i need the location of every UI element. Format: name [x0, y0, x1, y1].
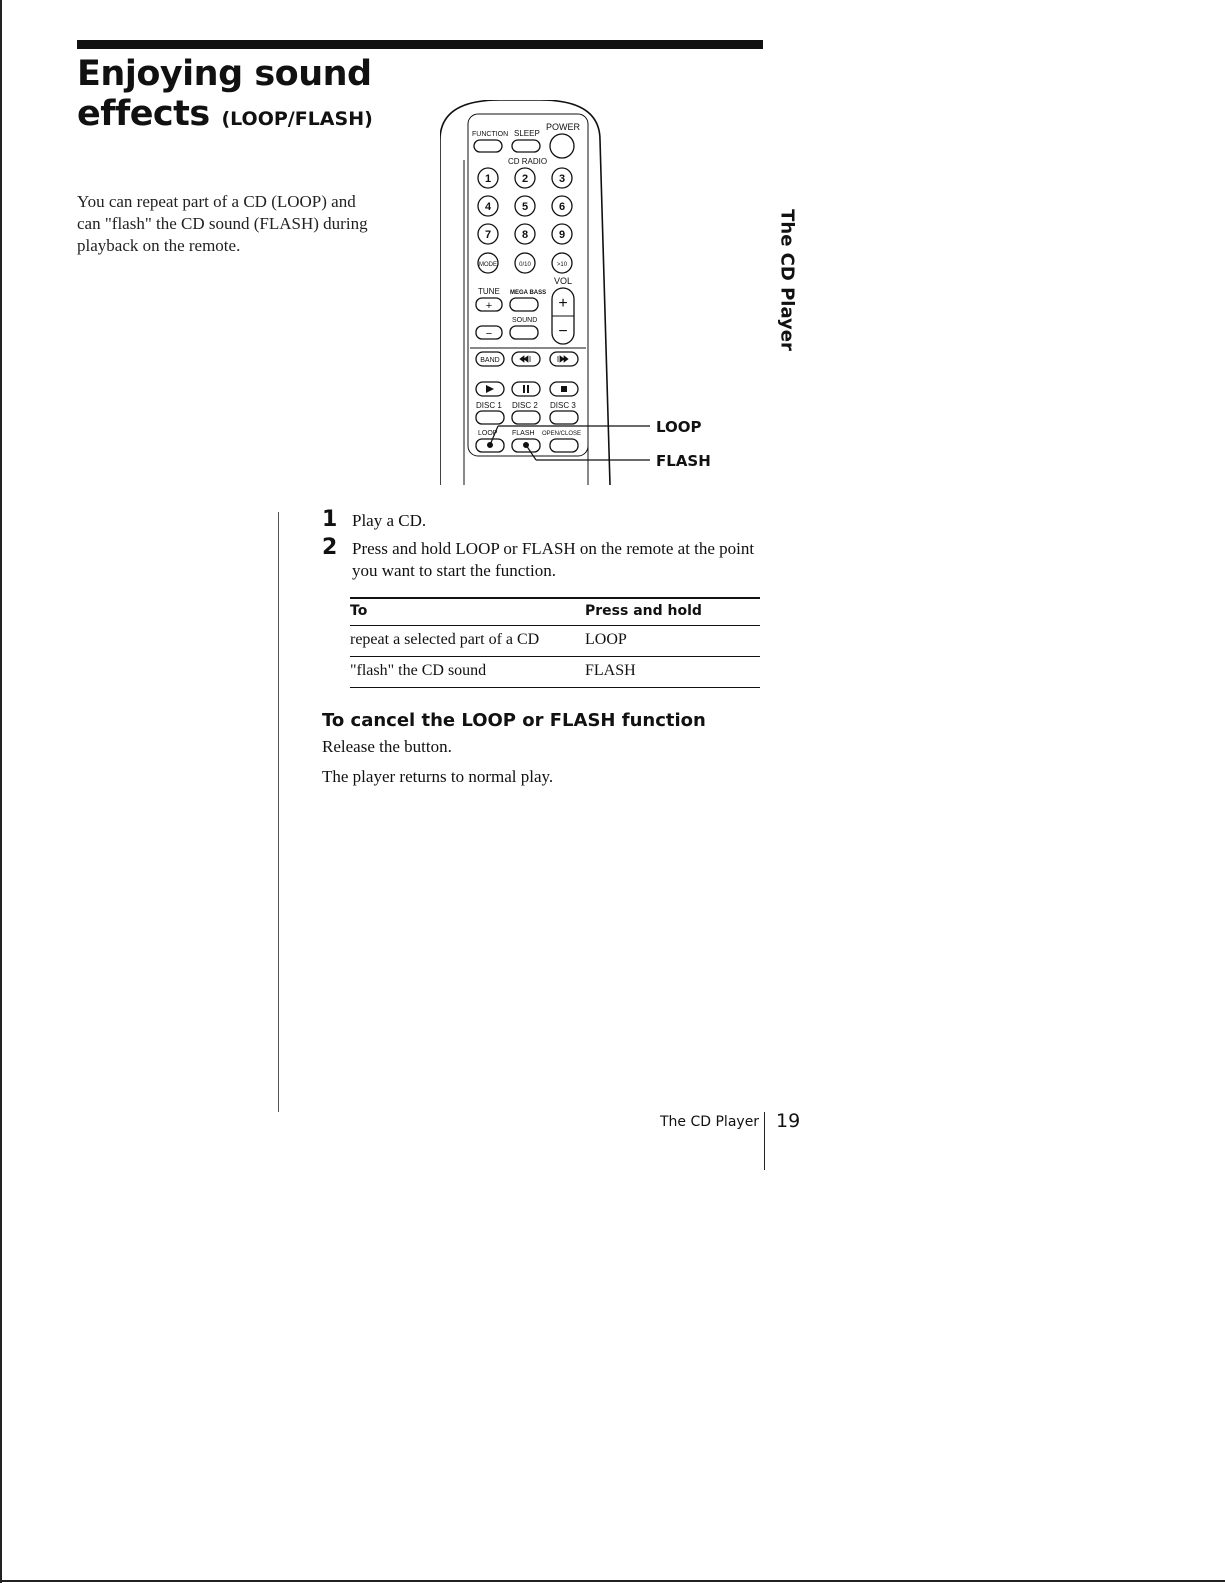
- title-suffix: (LOOP/FLASH): [221, 108, 373, 130]
- remote-digit-3-label: 3: [558, 173, 566, 185]
- loop-callout: LOOP: [656, 418, 702, 436]
- remote-next-icon: [558, 356, 568, 362]
- remote-digit-9-label: 9: [558, 229, 566, 241]
- remote-digit-8-label: 8: [521, 229, 529, 241]
- remote-digit-5-label: 5: [521, 201, 529, 213]
- remote-band-label: BAND: [480, 357, 500, 364]
- remote-disc3-label: DISC 3: [550, 401, 576, 410]
- remote-disc2-label: DISC 2: [512, 401, 538, 410]
- remote-vol-plus-label: +: [558, 295, 568, 312]
- remote-disc1-button: [476, 411, 504, 424]
- table-header-to: To: [350, 598, 585, 626]
- table-cell: FLASH: [585, 657, 760, 688]
- remote-digit-1-label: 1: [484, 173, 492, 185]
- remote-prev-icon: [520, 356, 530, 362]
- remote-digit-2-label: 2: [521, 173, 529, 185]
- remote-pause-button: [512, 382, 540, 396]
- remote-tune-up-label: +: [485, 300, 493, 312]
- title-line-2: [77, 94, 373, 139]
- remote-sleep-label: SLEEP: [514, 129, 540, 138]
- step-item: [322, 507, 762, 532]
- column-rule: [278, 512, 279, 1112]
- remote-gt-ten-label: >10: [556, 262, 568, 268]
- steps-list: [322, 507, 762, 588]
- remote-mode-label: MODE: [479, 262, 497, 268]
- table-row: [350, 657, 760, 688]
- intro-paragraph: You can repeat part of a CD (LOOP) and can "flash" the CD sound (FLASH) during playback on the remote.: [77, 192, 368, 255]
- cancel-line-1: Release the button.: [322, 737, 452, 756]
- remote-digit-6-label: 6: [558, 201, 566, 213]
- table-header-press: Press and hold: [585, 598, 760, 626]
- footer-section-label: The CD Player: [660, 1114, 760, 1130]
- remote-digit-4-label: 4: [484, 201, 492, 213]
- step-item: [322, 535, 762, 582]
- table-header-row: [350, 598, 760, 626]
- scan-edge-bottom: [0, 1580, 1225, 1582]
- step-number: 2: [322, 535, 338, 560]
- remote-mega-bass-label: MEGA BASS: [510, 290, 547, 296]
- function-table: [350, 597, 760, 688]
- remote-sleep-button: [512, 140, 540, 152]
- remote-sound-button: [510, 326, 538, 339]
- table-cell: repeat a selected part of a CD: [350, 626, 585, 657]
- remote-disc3-button: [550, 411, 578, 424]
- remote-loop-label: LOOP: [478, 430, 498, 437]
- step-number: 1: [322, 507, 338, 532]
- remote-vol-minus-label: −: [558, 323, 568, 340]
- side-section-tab: [770, 210, 804, 350]
- remote-pause-icon-right: [527, 385, 529, 393]
- remote-power-label: POWER: [546, 122, 581, 132]
- page-number: 19: [776, 1110, 801, 1132]
- remote-zero-ten-label: 0/10: [519, 262, 531, 268]
- remote-power-button: [550, 134, 574, 158]
- flash-callout: FLASH: [656, 452, 711, 470]
- scan-edge-left: [0, 0, 2, 1583]
- remote-function-label: FUNCTION: [472, 131, 509, 138]
- remote-mega-bass-button: [510, 298, 538, 311]
- remote-open-close-label: OPEN/CLOSE: [542, 431, 582, 437]
- side-section-label: The CD Player: [776, 209, 798, 351]
- step-text: Press and hold LOOP or FLASH on the remote at the point you want to start the function.: [352, 539, 755, 580]
- title-line-1: Enjoying sound: [77, 54, 372, 94]
- remote-open-close-button: [550, 439, 578, 452]
- table-row: [350, 626, 760, 657]
- cancel-line-2: The player returns to normal play.: [322, 767, 554, 786]
- table-cell: LOOP: [585, 626, 760, 657]
- step-text: Play a CD.: [352, 511, 427, 530]
- remote-play-icon: [486, 385, 494, 393]
- remote-cd-radio-label: CD RADIO: [508, 157, 548, 166]
- footer-separator: [764, 1112, 765, 1170]
- title-effects: effects: [77, 94, 210, 134]
- cancel-heading: To cancel the LOOP or FLASH function: [322, 710, 706, 731]
- table-cell: "flash" the CD sound: [350, 657, 585, 688]
- remote-disc2-button: [512, 411, 540, 424]
- remote-pause-icon-left: [523, 385, 525, 393]
- page-title: [77, 54, 373, 139]
- remote-disc1-label: DISC 1: [476, 401, 502, 410]
- remote-function-button: [474, 140, 502, 152]
- remote-stop-icon: [561, 386, 567, 392]
- remote-sound-label: SOUND: [512, 317, 538, 324]
- remote-tune-label: TUNE: [478, 287, 500, 296]
- remote-tune-down-label: −: [485, 328, 493, 340]
- remote-flash-label: FLASH: [512, 430, 535, 437]
- header-rule: [77, 40, 763, 49]
- remote-digit-7-label: 7: [484, 229, 492, 241]
- remote-vol-label: VOL: [554, 276, 573, 286]
